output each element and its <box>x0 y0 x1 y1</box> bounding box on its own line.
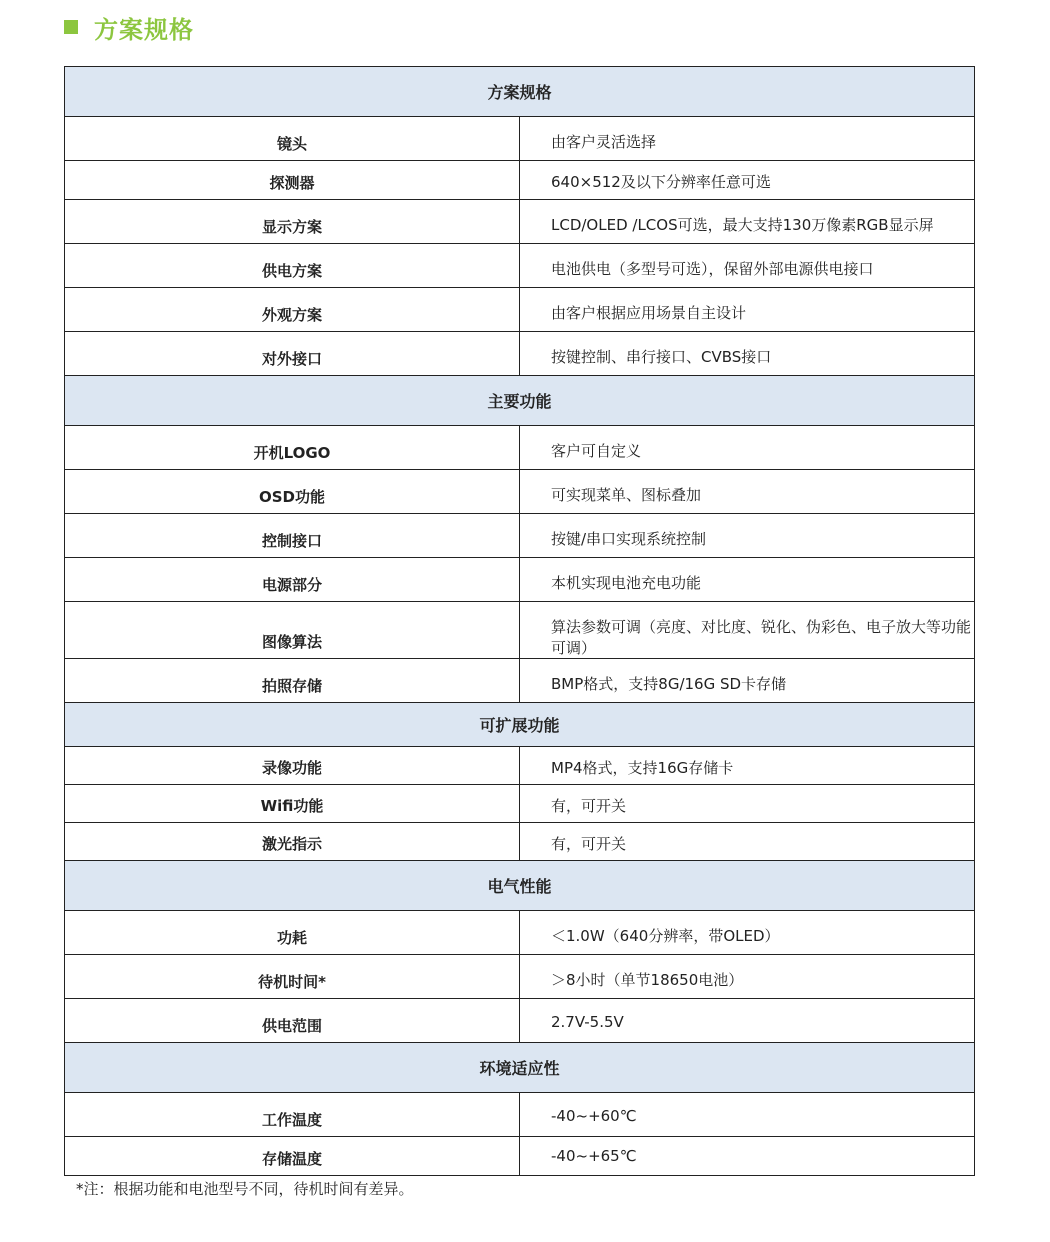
row-value: 按键控制、串行接口、CVBS接口 <box>520 332 975 376</box>
row-value: LCD/OLED /LCOS可选，最大支持130万像素RGB显示屏 <box>520 200 975 244</box>
section-title: 环境适应性 <box>65 1043 975 1093</box>
row-label: 探测器 <box>65 161 520 200</box>
section-title: 主要功能 <box>65 376 975 426</box>
section-header-row <box>65 861 975 911</box>
row-value: 由客户根据应用场景自主设计 <box>520 288 975 332</box>
spec-table-body <box>65 67 975 1176</box>
row-value: ＜1.0W（640分辨率，带OLED） <box>520 911 975 955</box>
row-label: 图像算法 <box>65 602 520 659</box>
row-label: 激光指示 <box>65 823 520 861</box>
row-value: MP4格式，支持16G存储卡 <box>520 747 975 785</box>
row-value: 由客户灵活选择 <box>520 117 975 161</box>
table-row <box>65 288 975 332</box>
row-label: 录像功能 <box>65 747 520 785</box>
table-row <box>65 785 975 823</box>
section-title: 方案规格 <box>65 67 975 117</box>
row-label: 控制接口 <box>65 514 520 558</box>
row-value: 电池供电（多型号可选），保留外部电源供电接口 <box>520 244 975 288</box>
row-value: 按键/串口实现系统控制 <box>520 514 975 558</box>
table-row <box>65 659 975 703</box>
row-label: 开机LOGO <box>65 426 520 470</box>
table-row <box>65 911 975 955</box>
section-header-row <box>65 703 975 747</box>
row-value: 640×512及以下分辨率任意可选 <box>520 161 975 200</box>
table-row <box>65 955 975 999</box>
table-row <box>65 1137 975 1176</box>
table-row <box>65 244 975 288</box>
row-label: 功耗 <box>65 911 520 955</box>
table-row <box>65 161 975 200</box>
table-row <box>65 747 975 785</box>
row-value: 算法参数可调（亮度、对比度、锐化、伪彩色、电子放大等功能可调） <box>520 602 975 659</box>
row-value: 本机实现电池充电功能 <box>520 558 975 602</box>
row-value: 有，可开关 <box>520 823 975 861</box>
row-value: 有，可开关 <box>520 785 975 823</box>
table-row <box>65 602 975 659</box>
table-row <box>65 999 975 1043</box>
row-label: 工作温度 <box>65 1093 520 1137</box>
table-row <box>65 823 975 861</box>
section-header-row <box>65 1043 975 1093</box>
row-label: 供电方案 <box>65 244 520 288</box>
row-label: 外观方案 <box>65 288 520 332</box>
row-value: 2.7V-5.5V <box>520 999 975 1043</box>
page-title: 方案规格 <box>94 15 194 44</box>
row-value: 可实现菜单、图标叠加 <box>520 470 975 514</box>
table-row <box>65 514 975 558</box>
table-row <box>65 426 975 470</box>
spec-table <box>64 66 975 1176</box>
row-label: OSD功能 <box>65 470 520 514</box>
section-title: 电气性能 <box>65 861 975 911</box>
row-label: 电源部分 <box>65 558 520 602</box>
row-label: 显示方案 <box>65 200 520 244</box>
row-label: 待机时间* <box>65 955 520 999</box>
section-header-row <box>65 67 975 117</box>
footnote: *注：根据功能和电池型号不同，待机时间有差异。 <box>76 1180 414 1198</box>
row-value: ＞8小时（单节18650电池） <box>520 955 975 999</box>
table-row <box>65 558 975 602</box>
row-label: 对外接口 <box>65 332 520 376</box>
table-row <box>65 200 975 244</box>
section-header-row <box>65 376 975 426</box>
row-value: BMP格式，支持8G/16G SD卡存储 <box>520 659 975 703</box>
heading-square-icon <box>64 20 78 34</box>
row-value: -40~+60℃ <box>520 1093 975 1137</box>
table-row <box>65 1093 975 1137</box>
row-label: 存储温度 <box>65 1137 520 1176</box>
table-row <box>65 332 975 376</box>
row-label: 镜头 <box>65 117 520 161</box>
table-row <box>65 117 975 161</box>
row-label: Wifi功能 <box>65 785 520 823</box>
section-title: 可扩展功能 <box>65 703 975 747</box>
row-value: 客户可自定义 <box>520 426 975 470</box>
row-label: 拍照存储 <box>65 659 520 703</box>
row-value: -40~+65℃ <box>520 1137 975 1176</box>
row-label: 供电范围 <box>65 999 520 1043</box>
table-row <box>65 470 975 514</box>
page-heading <box>64 10 194 44</box>
